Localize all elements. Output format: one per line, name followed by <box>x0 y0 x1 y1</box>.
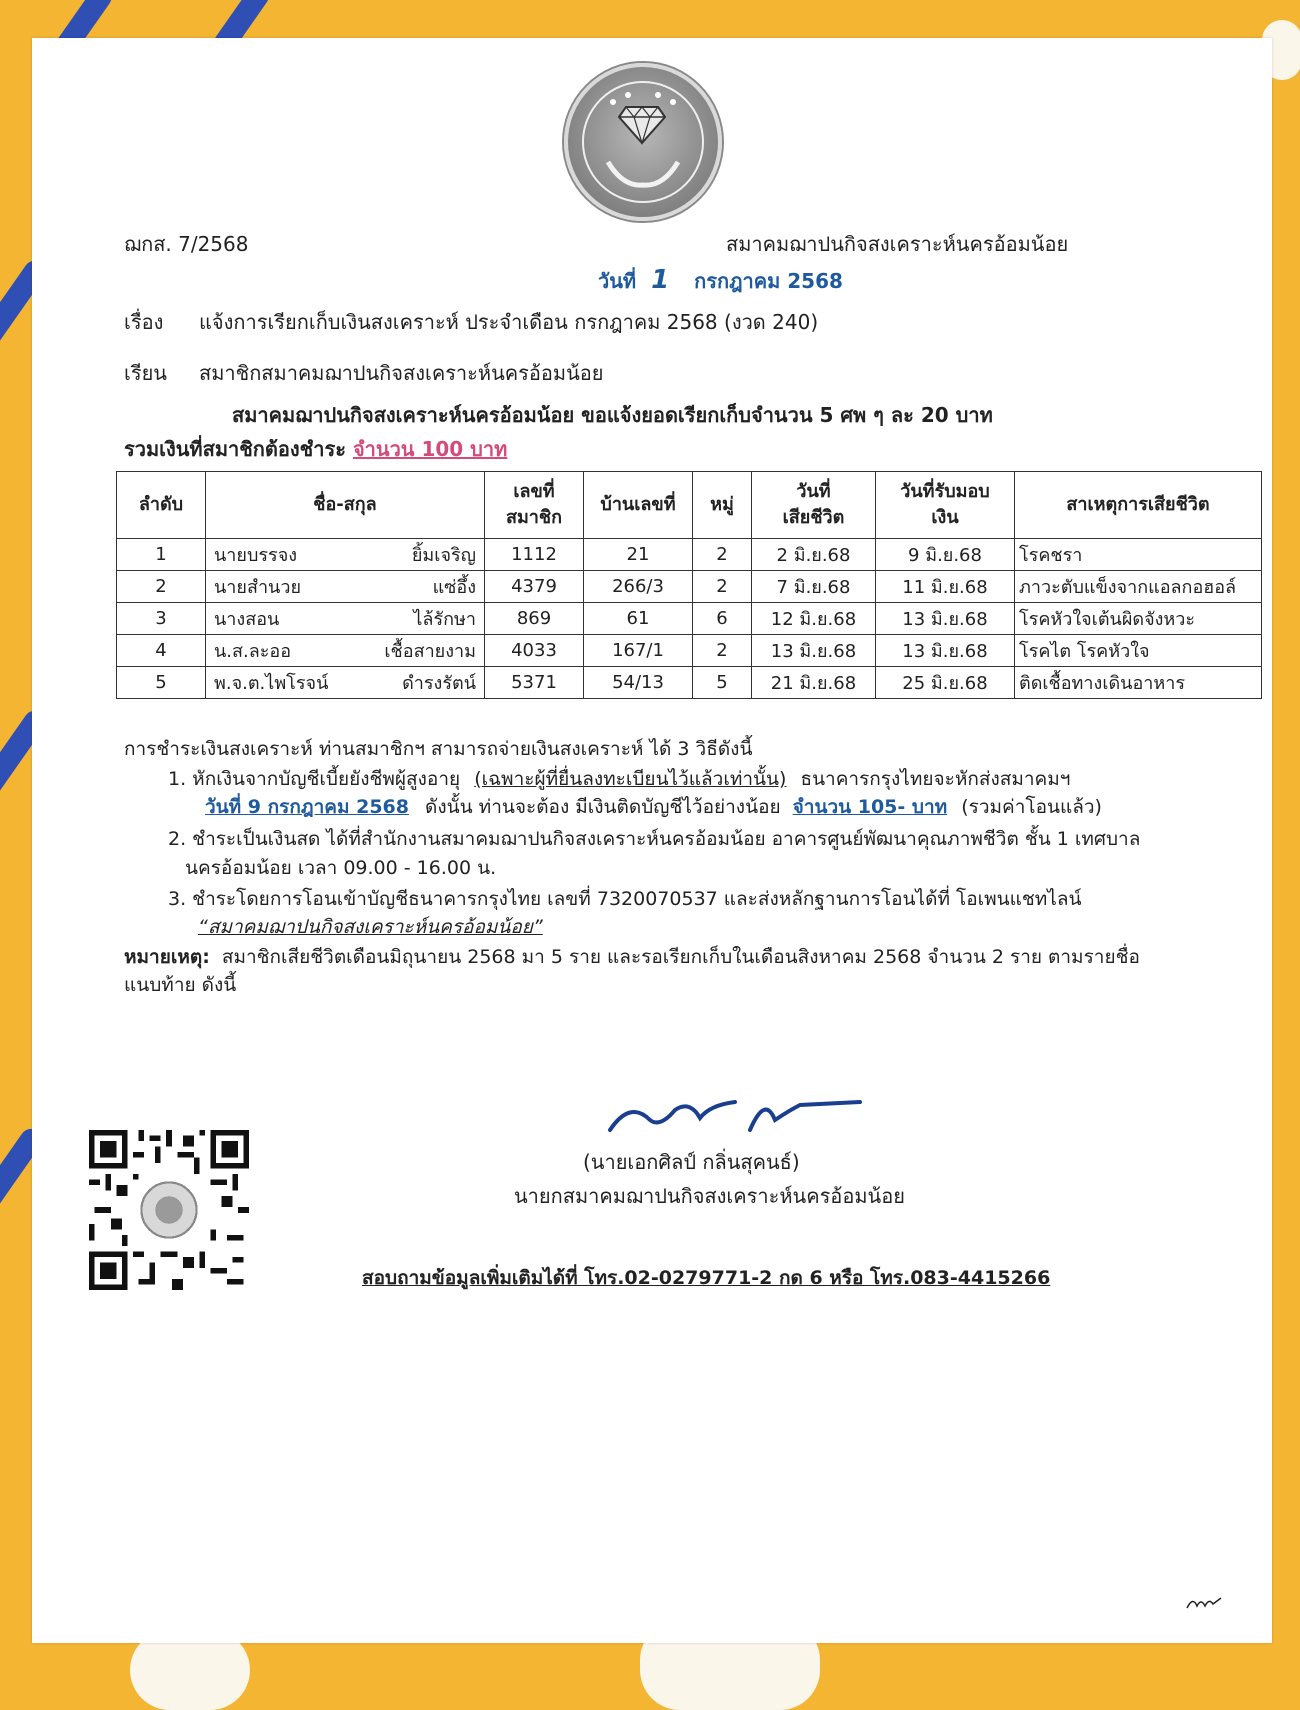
note-line-1 <box>124 942 1140 972</box>
cell-member-no: 869 <box>485 603 584 635</box>
table-row <box>117 603 1262 635</box>
cell-cause: โรคหัวใจเต้นผิดจังหวะ <box>1015 603 1262 635</box>
cell-payout-date: 25 มิ.ย.68 <box>876 667 1015 699</box>
cell-payout-date: 9 มิ.ย.68 <box>876 539 1015 571</box>
cell-name <box>206 603 485 635</box>
cell-no: 4 <box>117 635 206 667</box>
cell-house-no: 167/1 <box>584 635 693 667</box>
note-text: สมาชิกเสียชีวิตเดือนมิถุนายน 2568 มา 5 ราย และรอเรียกเก็บในเดือนสิงหาคม 2568 จำนวน 2 ราย ตามรายชื่อ <box>221 946 1140 968</box>
last-name: เชื้อสายงาม <box>384 641 476 662</box>
cell-payout-date: 13 มิ.ย.68 <box>876 603 1015 635</box>
col-header: วันที่รับมอบ เงิน <box>876 472 1015 539</box>
note-line-2: แนบท้าย ดังนี้ <box>124 974 237 996</box>
cell-no: 3 <box>117 603 206 635</box>
initials-mark <box>1185 1592 1225 1614</box>
hands-icon <box>568 67 718 217</box>
cell-death-date: 13 มิ.ย.68 <box>752 635 876 667</box>
cell-moo: 2 <box>693 635 752 667</box>
col-header: วันที่ เสียชีวิต <box>752 472 876 539</box>
payment-method-1-line-1 <box>168 764 1070 794</box>
cell-moo: 5 <box>693 667 752 699</box>
cell-no: 1 <box>117 539 206 571</box>
cell-cause: ภาวะตับแข็งจากแอลกอฮอล์ <box>1015 571 1262 603</box>
cell-payout-date: 11 มิ.ย.68 <box>876 571 1015 603</box>
handwritten-signature <box>600 1090 870 1140</box>
payment-method-3-line-1: 3. ชำระโดยการโอนเข้าบัญชีธนาคารกรุงไทย เลขที่ 7320070537 และส่งหลักฐานการโอนได้ที่ โอเพนแชทไลน์ <box>168 888 1082 910</box>
cell-death-date: 7 มิ.ย.68 <box>752 571 876 603</box>
cell-cause: โรคไต โรคหัวใจ <box>1015 635 1262 667</box>
first-name: พ.จ.ต.ไพโรจน์ <box>214 673 329 694</box>
qr-code[interactable] <box>89 1130 249 1290</box>
first-name: น.ส.ละออ <box>214 641 292 662</box>
method-1-condition: (เฉพาะผู้ที่ยื่นลงทะเบียนไว้แล้วเท่านั้น) <box>474 768 787 790</box>
payment-intro: การชำระเงินสงเคราะห์ ท่านสมาชิกฯ สามารถจ่ายเงินสงเคราะห์ ได้ 3 วิธีดังนี้ <box>124 738 753 760</box>
note-label: หมายเหตุ: <box>124 946 210 968</box>
first-name: นายบรรจง <box>214 545 298 566</box>
minimum-balance-amount: จำนวน 105- บาท <box>792 796 948 818</box>
cell-name <box>206 635 485 667</box>
col-header: เลขที่ สมาชิก <box>485 472 584 539</box>
total-due-label: รวมเงินที่สมาชิกต้องชำระ <box>124 437 346 461</box>
cell-payout-date: 13 มิ.ย.68 <box>876 635 1015 667</box>
cell-house-no: 61 <box>584 603 693 635</box>
announcement-line: สมาคมฌาปนกิจสงเคราะห์นครอ้อมน้อย ขอแจ้งยอดเรียกเก็บจำนวน 5 ศพ ๆ ละ 20 บาท <box>232 403 993 427</box>
association-seal-logo <box>564 63 722 221</box>
first-name: นายสำนวย <box>214 577 302 598</box>
cell-house-no: 21 <box>584 539 693 571</box>
last-name: ยิ้มเจริญ <box>411 545 476 566</box>
document-date <box>598 265 843 297</box>
payment-method-2-line-2: นครอ้อมน้อย เวลา 09.00 - 16.00 น. <box>185 857 497 879</box>
cell-death-date: 21 มิ.ย.68 <box>752 667 876 699</box>
total-due-amount: จำนวน 100 บาท <box>352 437 508 461</box>
cell-no: 5 <box>117 667 206 699</box>
last-name: แซ่อึ้ง <box>432 577 476 598</box>
method-1-fee-note: (รวมค่าโอนแล้ว) <box>961 796 1102 818</box>
cell-member-no: 4033 <box>485 635 584 667</box>
method-1-balance-note: ดังนั้น ท่านจะต้อง มีเงินติดบัญชีไว้อย่างน้อย <box>425 796 781 818</box>
deceased-members-table <box>116 471 1262 699</box>
cell-no: 2 <box>117 571 206 603</box>
signatory-name: (นายเอกศิลป์ กลิ่นสุคนธ์) <box>583 1150 800 1174</box>
recipient-text: สมาชิกสมาคมฌาปนกิจสงเคราะห์นครอ้อมน้อย <box>199 361 604 385</box>
col-header: ชื่อ-สกุล <box>206 472 485 539</box>
cell-name <box>206 667 485 699</box>
date-prefix: วันที่ <box>598 269 637 293</box>
col-header: หมู่ <box>693 472 752 539</box>
subject-text: แจ้งการเรียกเก็บเงินสงเคราะห์ ประจำเดือน กรกฎาคม 2568 (งวด 240) <box>199 310 819 334</box>
cell-member-no: 5371 <box>485 667 584 699</box>
payment-method-2-line-1: 2. ชำระเป็นเงินสด ได้ที่สำนักงานสมาคมฌาปนกิจสงเคราะห์นครอ้อมน้อย อาคารศูนย์พัฒนาคุณภาพชีวิต ชั้น 1 เทศบาล <box>168 828 1141 850</box>
cell-house-no: 54/13 <box>584 667 693 699</box>
recipient-label: เรียน <box>124 361 167 385</box>
table-header-row <box>117 472 1262 539</box>
table-row <box>117 667 1262 699</box>
method-1-bank-note: ธนาคารกรุงไทยจะหักส่งสมาคมฯ <box>800 768 1071 790</box>
total-due-line <box>124 433 507 465</box>
cell-cause: โรคชรา <box>1015 539 1262 571</box>
col-header: บ้านเลขที่ <box>584 472 693 539</box>
cell-moo: 2 <box>693 539 752 571</box>
date-day-handwritten: 1 <box>651 265 670 295</box>
cell-moo: 6 <box>693 603 752 635</box>
table-row <box>117 571 1262 603</box>
cell-name <box>206 571 485 603</box>
first-name: นางสอน <box>214 609 280 630</box>
date-month-year: กรกฎาคม 2568 <box>694 269 843 293</box>
organization-name: สมาคมฌาปนกิจสงเคราะห์นครอ้อมน้อย <box>726 232 1069 256</box>
cell-moo: 2 <box>693 571 752 603</box>
cell-death-date: 12 มิ.ย.68 <box>752 603 876 635</box>
table-row <box>117 539 1262 571</box>
deduction-date: วันที่ 9 กรกฎาคม 2568 <box>205 796 409 818</box>
cell-house-no: 266/3 <box>584 571 693 603</box>
col-header: ลำดับ <box>117 472 206 539</box>
cell-member-no: 1112 <box>485 539 584 571</box>
last-name: ไล้รักษา <box>413 609 476 630</box>
table-row <box>117 635 1262 667</box>
signatory-title: นายกสมาคมฌาปนกิจสงเคราะห์นครอ้อมน้อย <box>514 1184 905 1208</box>
payment-method-1-line-2 <box>205 792 1102 822</box>
subject-label: เรื่อง <box>124 310 164 334</box>
cell-cause: ติดเชื้อทางเดินอาหาร <box>1015 667 1262 699</box>
last-name: ดำรงรัตน์ <box>402 673 476 694</box>
cell-member-no: 4379 <box>485 571 584 603</box>
cell-name <box>206 539 485 571</box>
method-1-text: 1. หักเงินจากบัญชีเบี้ยยังชีพผู้สูงอายุ <box>168 768 461 790</box>
col-header: สาเหตุการเสียชีวิต <box>1015 472 1262 539</box>
contact-line: สอบถามข้อมูลเพิ่มเติมได้ที่ โทร.02-0279771-2 กด 6 หรือ โทร.083-4415266 <box>362 1267 1051 1289</box>
line-openchat-name: “สมาคมฌาปนกิจสงเคราะห์นครอ้อมน้อย” <box>198 916 543 938</box>
reference-number: ฌกส. 7/2568 <box>124 232 249 256</box>
cell-death-date: 2 มิ.ย.68 <box>752 539 876 571</box>
